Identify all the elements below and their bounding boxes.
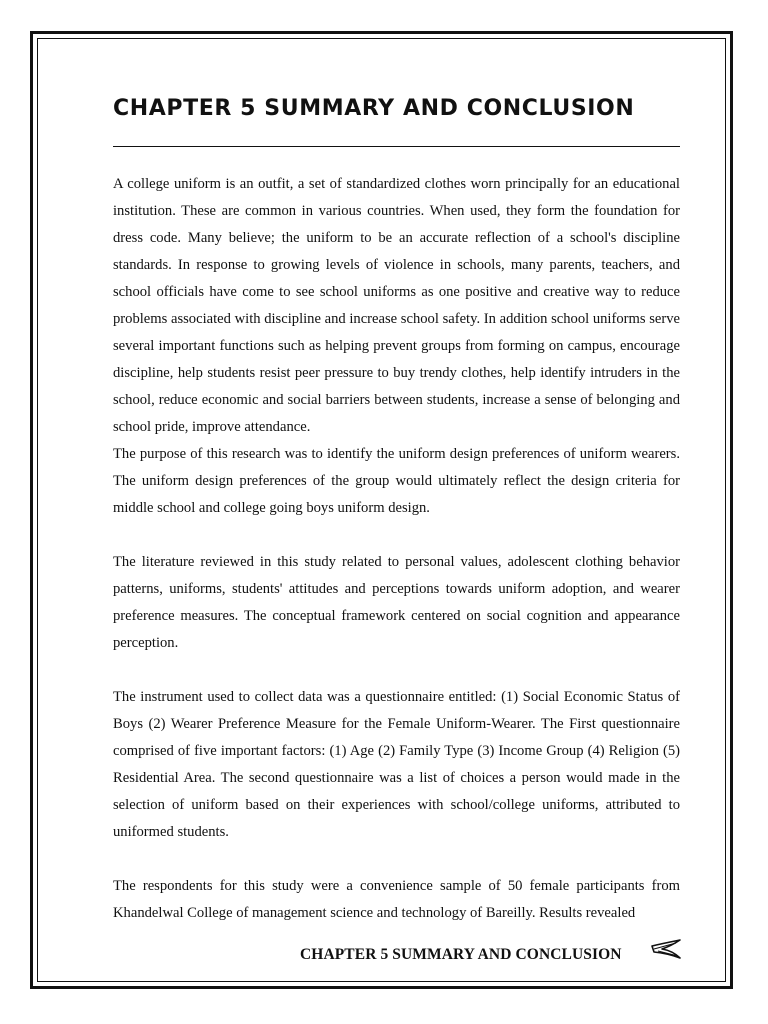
chapter-title: CHAPTER 5 SUMMARY AND CONCLUSION xyxy=(113,96,635,121)
paragraph-respondents: The respondents for this study were a convenience sample of 50 female participants from Khandelwal College of management science and technology of Bareilly. Results revealed xyxy=(113,878,680,921)
paragraph-instrument: The instrument used to collect data was a questionnaire entitled: (1) Social Economic Status of Boys (2) Wearer Preference Measure for the Female Uniform-Wearer. The First questionnaire comprised of five important factors: (1) Age (2) Family Type (3) Income Group (4) Religion (5) Residential Area. The second questionnaire was a list of choices a person would made in the selection of uniform based on their experiences with school/college uniforms, attributed to uniformed students. xyxy=(113,689,680,840)
footer-chapter-label: CHAPTER 5 SUMMARY AND CONCLUSION xyxy=(300,946,622,963)
body-text xyxy=(113,171,680,927)
paragraph-literature-review: The literature reviewed in this study related to personal values, adolescent clothing behavior patterns, uniforms, students' attitudes and perceptions towards uniform adoption, and wearer preference measures. The conceptual framework centered on social cognition and appearance perception. xyxy=(113,554,680,651)
quill-icon xyxy=(650,938,682,964)
paragraph-uniform-definition: A college uniform is an outfit, a set of standardized clothes worn principally for an educational institution. These are common in various countries. When used, they form the foundation for dress code. Many believe; the uniform to be an accurate reflection of a school's discipline standards. In response to growing levels of violence in schools, many parents, teachers, and school officials have come to see school uniforms as one positive and creative way to reduce problems associated with discipline and increase school safety. In addition school uniforms serve several important functions such as helping prevent groups from forming on campus, encourage discipline, help students resist peer pressure to buy trendy clothes, help identify intruders in the school, reduce economic and social barriers between students, increase a sense of belonging and school pride, improve attendance. xyxy=(113,176,680,435)
title-underline xyxy=(113,146,680,147)
paragraph-research-purpose: The purpose of this research was to identify the uniform design preferences of uniform wearers. The uniform design preferences of the group would ultimately reflect the design criteria for middle school and college going boys uniform design. xyxy=(113,446,680,516)
